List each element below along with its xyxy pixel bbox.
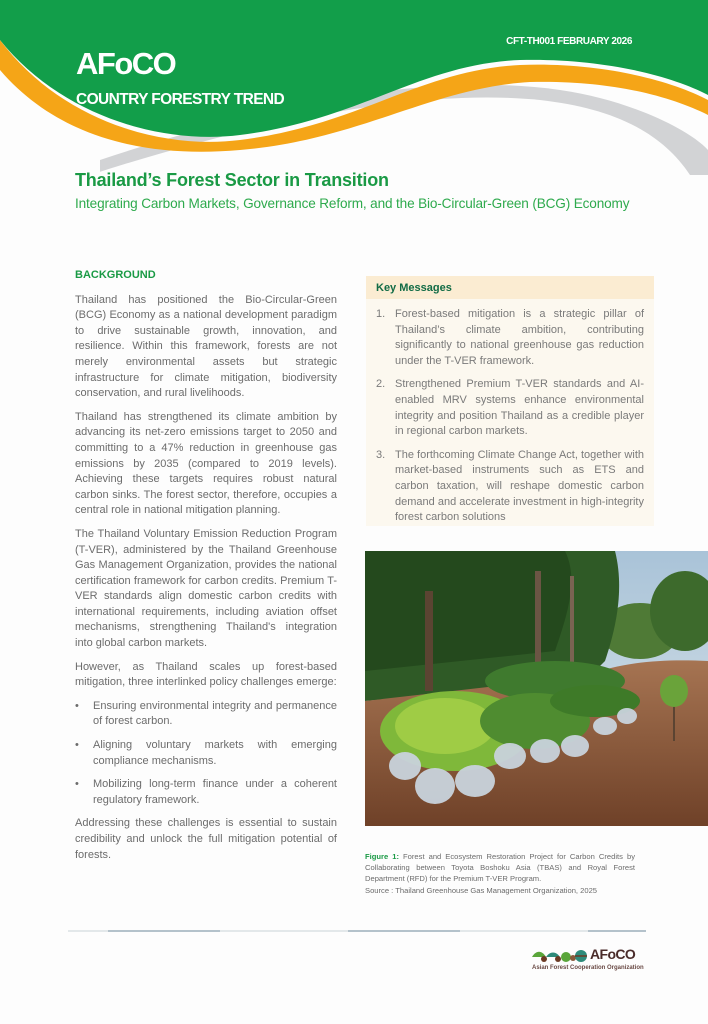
challenge-text: Ensuring environmental integrity and permanence of forest carbon. <box>93 699 337 728</box>
footer-org-name: Asian Forest Cooperation Organization <box>532 965 644 971</box>
afoco-logo-text: AFoCO <box>76 46 176 81</box>
seedling-nursery-illustration <box>365 551 708 826</box>
challenges-list <box>75 699 337 809</box>
background-paragraph: The Thailand Voluntary Emission Reduction Program (T-VER), administered by the Thailand Greenhouse Gas Management Organization, provides the national certification framework for carbon credits. Premium T-VER standards align domestic carbon credits with international requirements, including aviation offset mechanisms, strengthening Thailand's integration into global carbon markets. <box>75 527 337 650</box>
footer-divider <box>68 930 646 932</box>
footer-logo-text: AFoCO <box>590 946 636 962</box>
afoco-leaf-emblem-icon <box>532 948 588 964</box>
background-section <box>75 268 337 871</box>
footer-afoco-logo <box>532 946 647 976</box>
page-title: Thailand’s Forest Sector in Transition <box>75 170 389 190</box>
figure-caption <box>365 851 635 896</box>
key-message-number: 2. <box>376 378 386 391</box>
challenge-item <box>75 777 337 808</box>
background-paragraph: However, as Thailand scales up forest-based mitigation, three interlinked policy challenges emerge: <box>75 660 337 689</box>
background-paragraph: Thailand has strengthened its climate ambition by advancing its net-zero emissions target to 2050 and committing to a 47% reduction in greenhouse gas emissions by 2035 (compared to 2019 levels). Achieving these targets requires robust natural carbon sinks. The forest sector, therefore, occupies a central role in national mitigation planning. <box>75 410 337 517</box>
key-message-text: Forest-based mitigation is a strategic pillar of Thailand’s climate ambition, contributing significantly to national greenhouse gas reduction under the T-VER framework. <box>395 308 644 367</box>
challenge-item <box>75 738 337 769</box>
key-message-number: 3. <box>376 448 386 461</box>
background-heading: BACKGROUND <box>75 269 156 281</box>
key-messages-heading: Key Messages <box>366 276 654 299</box>
page-subtitle: Integrating Carbon Markets, Governance Reform, and the Bio-Circular-Green (BCG) Economy <box>75 196 630 211</box>
header-wave-banner <box>0 0 708 175</box>
figure-photo-seedlings <box>365 551 708 826</box>
bullet-icon: • <box>75 699 79 712</box>
series-title: COUNTRY FORESTRY TREND <box>76 91 285 108</box>
challenge-item <box>75 699 337 730</box>
key-messages-box <box>366 276 654 526</box>
background-closing: Addressing these challenges is essential to sustain credibility and unlock the full mitigation potential of forests. <box>75 817 337 861</box>
key-message-item <box>376 377 644 439</box>
bullet-icon: • <box>75 739 79 752</box>
background-paragraph: Thailand has positioned the Bio-Circular-Green (BCG) Economy as a national development paradigm to drive sustainable growth, innovation, and resilience. Within this framework, forests are not merely environmental assets but strategic infrastructure for climate mitigation, biodiversity conservation, and rural livelihoods. <box>75 293 337 400</box>
key-message-item <box>376 307 644 369</box>
challenge-text: Mobilizing long-term finance under a coherent regulatory framework. <box>93 778 337 806</box>
challenge-text: Aligning voluntary markets with emerging compliance mechanisms. <box>93 739 337 767</box>
key-messages-list <box>366 299 654 526</box>
figure-source: Source : Thailand Greenhouse Gas Management Organization, 2025 <box>365 885 598 895</box>
bullet-icon: • <box>75 778 79 791</box>
key-message-text: The forthcoming Climate Change Act, together with market-based instruments such as ETS and carbon taxation, will reshape domestic carbon demand and accelerate investment in high-integrity forest carbon solutions <box>395 448 644 524</box>
key-message-text: Strengthened Premium T-VER standards and AI-enabled MRV systems enhance environmental integrity and position Thailand as a credible player in regional carbon markets. <box>395 378 644 438</box>
key-message-item <box>376 448 644 526</box>
key-message-number: 1. <box>376 308 386 320</box>
figure-label: Figure 1: <box>365 852 399 861</box>
document-code: CFT-TH001 FEBRUARY 2026 <box>506 36 632 47</box>
figure-caption-text: Forest and Ecosystem Restoration Project for Carbon Credits by Collaborating between Toyota Boshoku Asia (TBAS) and Royal Forest Department (RFD) for the Premium T-VER Program. <box>365 852 635 884</box>
